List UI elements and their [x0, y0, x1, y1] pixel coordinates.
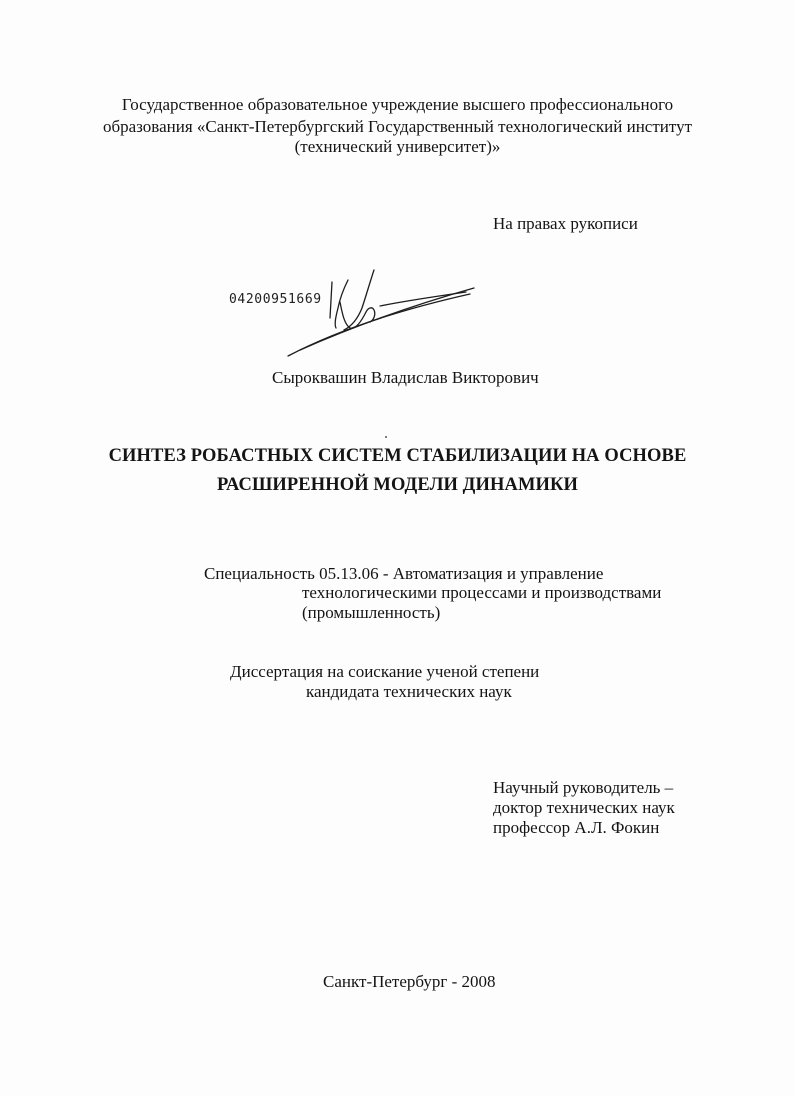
supervisor-line-2: доктор технических наук [493, 798, 675, 817]
dissertation-line-1: Диссертация на соискание ученой степени [230, 662, 540, 681]
place-year: Санкт-Петербург - 2008 [323, 972, 496, 991]
specialty-line-1: Специальность 05.13.06 - Автоматизация и управление [204, 564, 604, 583]
scan-mark [385, 436, 387, 438]
archive-number: 04200951669 [229, 292, 322, 307]
institution-line-1: Государственное образовательное учреждение высшего профессионального [121, 95, 674, 114]
dissertation-line-2: кандидата технических наук [306, 682, 512, 701]
author-name: Сыроквашин Владислав Викторович [272, 368, 539, 387]
institution-line-3: (технический университет)» [294, 137, 501, 156]
supervisor-line-1: Научный руководитель – [493, 778, 674, 797]
specialty-line-3: (промышленность) [302, 603, 441, 622]
specialty-line-2: технологическими процессами и производствами [302, 583, 662, 602]
manuscript-rights-note: На правах рукописи [493, 214, 638, 233]
signature-image [270, 258, 490, 368]
title-line-1: СИНТЕЗ РОБАСТНЫХ СИСТЕМ СТАБИЛИЗАЦИИ НА ОСНОВЕ [108, 446, 687, 466]
title-line-2: РАСШИРЕННОЙ МОДЕЛИ ДИНАМИКИ [216, 475, 579, 495]
institution-line-2: образования «Санкт-Петербургский Государственный технологический институт [102, 117, 692, 136]
supervisor-line-3: профессор А.Л. Фокин [493, 818, 660, 837]
